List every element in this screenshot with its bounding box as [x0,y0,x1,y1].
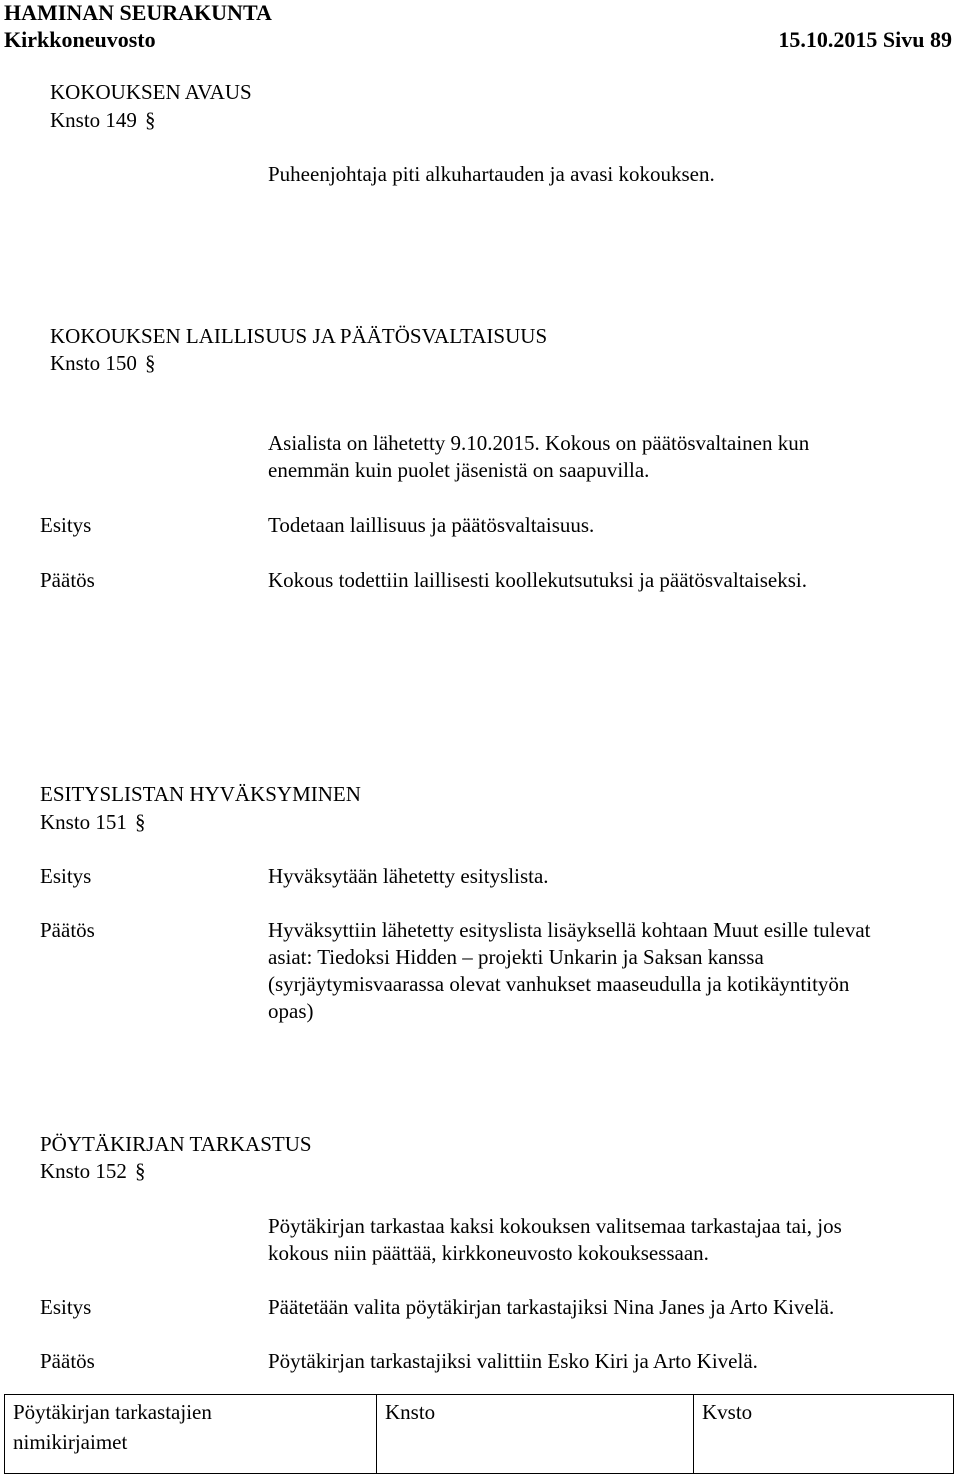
paatos-text: Kokous todettiin laillisesti koollekutsutuksi ja päätösvaltaiseksi. [268,568,807,592]
intro-line: Asialista on lähetetty 9.10.2015. Kokous on päätösvaltainen kun [268,431,810,455]
section-title: KOKOUKSEN LAILLISUUS JA PÄÄTÖSVALTAISUUS [50,324,548,348]
footer-label: Knsto [385,1400,436,1424]
section-number: Knsto 152 § [40,1159,146,1183]
footer-kvsto-cell [694,1395,953,1473]
section-number: Knsto 150 § [50,351,156,375]
organization-name: HAMINAN SEURAKUNTA [4,0,272,25]
section-number: Knsto 151 § [40,810,146,834]
date-page: 15.10.2015 Sivu 89 [778,27,952,52]
intro-line: Pöytäkirjan tarkastaa kaksi kokouksen valitsemaa tarkastajaa tai, jos [268,1214,842,1238]
footer-label: Kvsto [702,1400,753,1424]
intro-line: enemmän kuin puolet jäsenistä on saapuvilla. [268,458,650,482]
esitys-label: Esitys [40,864,92,888]
esitys-text: Todetaan laillisuus ja päätösvaltaisuus. [268,513,595,537]
paatos-line: (syrjäytymisvaarassa olevat vanhukset maaseudulla ja kotikäyntityön [268,972,850,996]
esitys-text: Päätetään valita pöytäkirjan tarkastajiksi Nina Janes ja Arto Kivelä. [268,1295,835,1319]
section-text: Puheenjohtaja piti alkuhartauden ja avasi kokouksen. [268,162,715,186]
section-title: KOKOUKSEN AVAUS [50,80,252,104]
paatos-label: Päätös [40,1349,95,1373]
esitys-label: Esitys [40,513,92,537]
paatos-line: Hyväksyttiin lähetetty esityslista lisäyksellä kohtaan Muut esille tulevat [268,918,871,942]
section-title: ESITYSLISTAN HYVÄKSYMINEN [40,782,361,806]
footer-label: nimikirjaimet [13,1430,128,1454]
paatos-line: asiat: Tiedoksi Hidden – projekti Unkarin ja Saksan kanssa [268,945,764,969]
footer-label: Pöytäkirjan tarkastajien [13,1400,212,1424]
esitys-label: Esitys [40,1295,92,1319]
board-name: Kirkkoneuvosto [4,27,156,52]
paatos-line: opas) [268,999,314,1023]
signature-footer [4,1394,954,1474]
section-title: PÖYTÄKIRJAN TARKASTUS [40,1132,312,1156]
intro-line: kokous niin päättää, kirkkoneuvosto kokouksessaan. [268,1241,709,1265]
esitys-text: Hyväksytään lähetetty esityslista. [268,864,549,888]
footer-initials-cell [5,1395,377,1473]
section-number: Knsto 149 § [50,108,156,132]
paatos-text: Pöytäkirjan tarkastajiksi valittiin Esko Kiri ja Arto Kivelä. [268,1349,758,1373]
paatos-label: Päätös [40,918,95,942]
paatos-label: Päätös [40,568,95,592]
footer-knsto-cell [377,1395,694,1473]
